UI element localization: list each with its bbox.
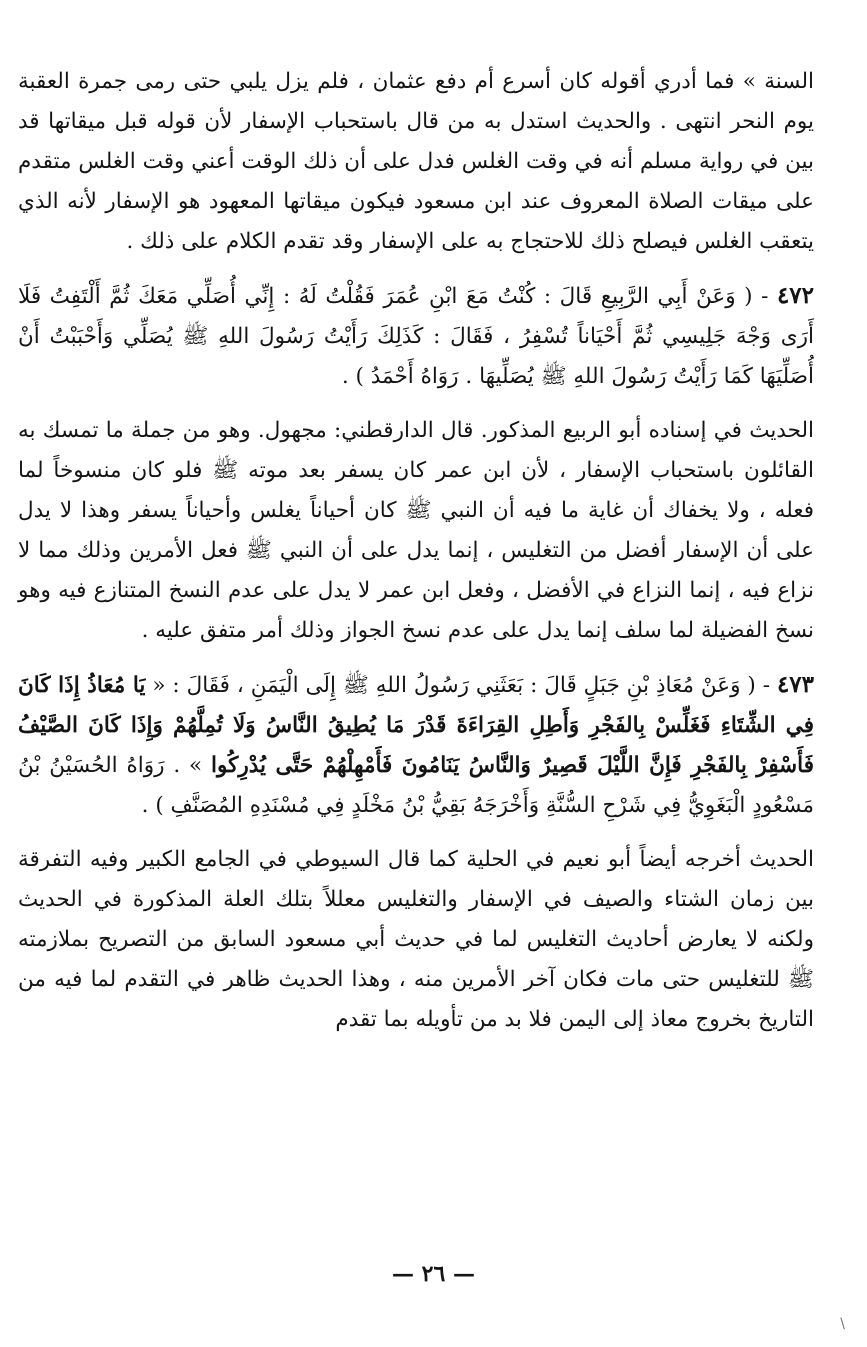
scan-mark: \ xyxy=(840,1316,845,1332)
hadith-text: - ( وَعَنْ أَبِي الرَّبِيعِ قَالَ : كُنْتُ مَعَ ابْنِ عُمَرَ فَقُلْتُ لَهُ : إِنِّي أُصَلِّي مَعَكَ ثُمَّ أَلْتَفِتُ فَلَا أَرَى وَجْهَ جَلِيسِي ثُمَّ أَحْيَاناً تُسْفِرُ ، فَقَالَ : كَذَلِكَ رَأَيْتُ رَسُولَ اللهِ ﷺ يُصَلِّي وَأَحْبَبْتُ أَنْ أُصَلِّيَهَا كَمَا رَأَيْتُ رَسُولَ اللهِ ﷺ يُصَلِّيهَا . رَوَاهُ أَحْمَدُ ) . xyxy=(18,284,814,389)
commentary-paragraph: الحديث في إسناده أبو الربيع المذكور. قال الدارقطني: مجهول. وهو من جملة ما تمسك به القائلون باستحباب الإسفار ، لأن ابن عمر كان يسفر بعد موته ﷺ فلو كان منسوخاً لما فعله ، ولا يخفاك أن غاية ما فيه أن النبي ﷺ كان أحياناً يغلس وأحياناً يسفر وهذا لا يدل على أن الإسفار أفضل من التغليس ، إنما يدل على أن النبي ﷺ فعل الأمرين وذلك مما لا نزاع فيه ، إنما النزاع في الأفضل ، وفعل ابن عمر لا يدل على عدم النسخ المتنازع فيه وهو نسخ الفضيلة لما سلف إنما يدل على عدم نسخ الجواز وذلك أمر متفق عليه . xyxy=(18,418,814,643)
page-body xyxy=(18,62,814,1054)
commentary-paragraph: الحديث أخرجه أيضاً أبو نعيم في الحلية كما قال السيوطي في الجامع الكبير وفيه التفرقة بين زمان الشتاء والصيف في الإسفار والتغليس معللاً بتلك العلة المذكورة في الحديث ولكنه لا يعارض أحاديث التغليس لما في حديث أبي مسعود السابق من التصريح بملازمته ﷺ للتغليس حتى مات فكان آخر الأمرين منه ، وهذا الحديث ظاهر في التقدم لما فيه من التاريخ بخروج معاذ إلى اليمن فلا بد من تأويله بما تقدم xyxy=(18,847,814,1032)
hadith-source: » . رَوَاهُ الحُسَيْنُ بْنُ مَسْعُودٍ الْبَغَوِيُّ فِي شَرْحِ السُّنَّةِ وَأَخْرَجَهُ بَقِيُّ بْنُ مَخْلَدٍ فِي مُسْنَدِهِ المُصَنَّفِ ) . xyxy=(18,753,814,818)
hadith-number: ٤٧٢ xyxy=(776,282,814,309)
commentary-paragraph: السنة » فما أدري أقوله كان أسرع أم دفع عثمان ، فلم يزل يلبي حتى رمى جمرة العقبة يوم النحر انتهى . والحديث استدل به من قال باستحباب الإسفار لأن قوله قبل ميقاتها قد بين في رواية مسلم أنه في وقت الغلس فدل على أن ذلك الوقت أعني وقت الغلس متقدم على ميقات الصلاة المعروف عند ابن مسعود فيكون ميقاتها المعهود هو الإسفار لأنه الذي يتعقب الغلس فيصلح ذلك للاحتجاج به على الإسفار وقد تقدم الكلام على ذلك . xyxy=(18,69,814,254)
hadith-quote: يَا مُعَاذُ إِذَا كَانَ فِي الشِّتَاءِ فَغَلِّسْ بِالفَجْرِ وَأَطِلِ القِرَاءَةَ قَدْرَ مَا يُطِيقُ النَّاسُ وَلَا تُمِلَّهُمْ وَإِذَا كَانَ الصَّيْفُ فَأَسْفِرْ بِالفَجْرِ فَإِنَّ اللَّيْلَ قَصِيرٌ وَالنَّاسُ يَنَامُونَ فَأَمْهِلْهُمْ حَتَّى يُدْرِكُوا xyxy=(18,673,814,778)
hadith-number: ٤٧٣ xyxy=(776,671,814,698)
hadith-intro: - ( وَعَنْ مُعَاذِ بْنِ جَبَلٍ قَالَ : بَعَثَنِي رَسُولُ اللهِ ﷺ إِلَى الْيَمَنِ ، فَقَالَ : « xyxy=(145,673,777,698)
hadith-473 xyxy=(18,665,814,826)
page-number: — ٢٦ — xyxy=(392,1261,475,1287)
hadith-472 xyxy=(18,276,814,397)
